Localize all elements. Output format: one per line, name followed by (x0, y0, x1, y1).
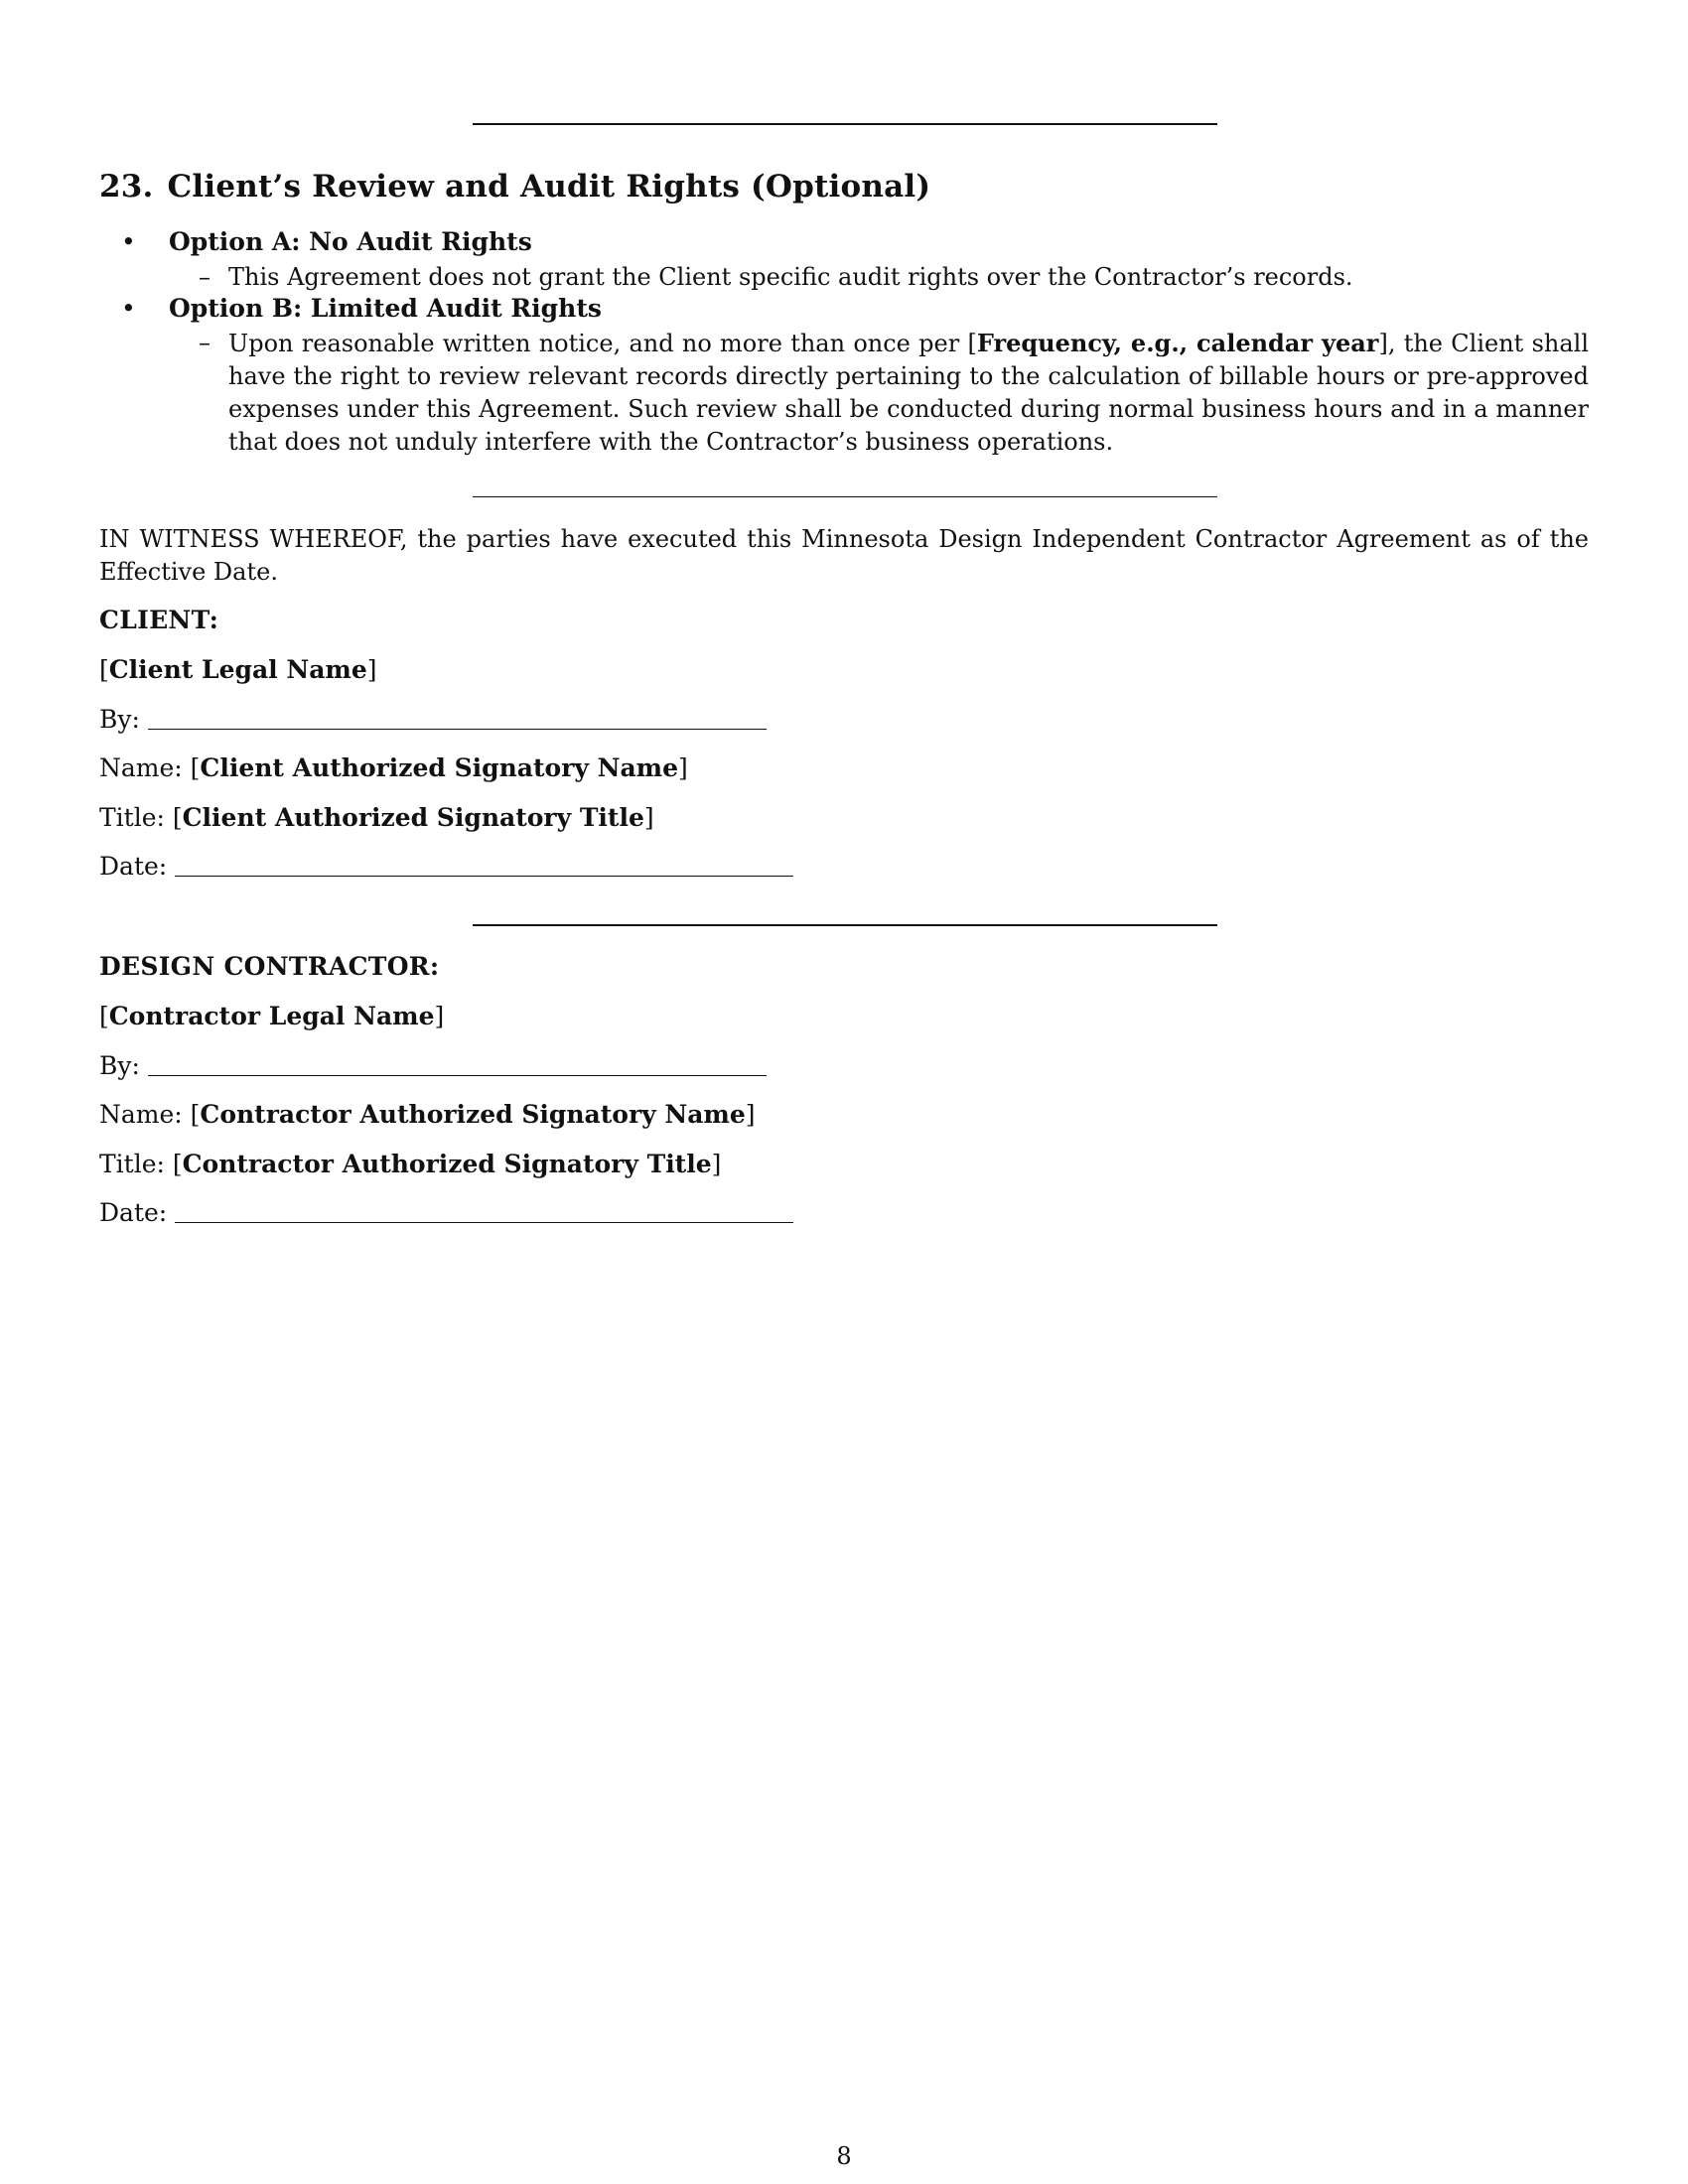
client-signature-field[interactable] (148, 729, 767, 730)
section-heading (99, 169, 930, 205)
dash-icon: – (199, 329, 211, 356)
option-b-label: Option B: Limited Audit Rights (169, 294, 602, 323)
top-divider (473, 123, 1217, 125)
client-name-label: Name: (99, 753, 183, 782)
contractor-heading: DESIGN CONTRACTOR: (99, 952, 440, 981)
client-date-label: Date: (99, 852, 168, 881)
bullet-icon: • (121, 294, 136, 323)
contractor-name-label: Name: (99, 1100, 183, 1129)
client-legal-name-line: [Client Legal Name] (99, 655, 377, 684)
client-date-field[interactable] (175, 876, 793, 877)
bullet-icon: • (121, 227, 136, 256)
contractor-date-line (99, 1198, 793, 1227)
client-name-value: Client Authorized Signatory Name (200, 753, 679, 782)
contractor-legal-name-line: [Contractor Legal Name] (99, 1002, 445, 1030)
contractor-name-value: Contractor Authorized Signatory Name (200, 1100, 746, 1129)
section-title: Client’s Review and Audit Rights (Optional) (167, 169, 931, 205)
contractor-date-field[interactable] (175, 1222, 793, 1223)
client-by-line (99, 705, 767, 734)
client-heading: CLIENT: (99, 606, 219, 634)
contractor-title-label: Title: (99, 1150, 165, 1178)
section-number: 23. (99, 169, 154, 205)
client-title-line: Title: [Client Authorized Signatory Title] (99, 803, 654, 832)
contractor-name-line: Name: [Contractor Authorized Signatory Name] (99, 1100, 756, 1129)
option-a-text: This Agreement does not grant the Client specific audit rights over the Contractor’s records. (228, 263, 1353, 291)
contractor-legal-name: Contractor Legal Name (108, 1002, 435, 1030)
client-by-label: By: (99, 705, 140, 734)
contractor-title-value: Contractor Authorized Signatory Title (182, 1150, 712, 1178)
dash-icon: – (199, 263, 211, 291)
contractor-by-label: By: (99, 1051, 140, 1080)
option-a-label: Option A: No Audit Rights (169, 227, 532, 256)
option-b-text-after: , the Client shall have the right to review relevant records directly pertaining to the calculation of billable hours or pre-approved expenses under this Agreement. Such review shall be conducted during normal business hours and in a manner that does not unduly interfere with the Contractor’s business operations. (228, 330, 1590, 456)
client-title-label: Title: (99, 803, 165, 832)
witness-paragraph: IN WITNESS WHEREOF, the parties have executed this Minnesota Design Independent Contractor Agreement as of the Effective Date. (99, 525, 1589, 586)
contractor-date-label: Date: (99, 1198, 168, 1227)
contractor-title-line: Title: [Contractor Authorized Signatory Title] (99, 1150, 722, 1178)
frequency-placeholder: Frequency, e.g., calendar year (976, 329, 1379, 357)
option-a-text-item (199, 261, 1589, 294)
client-date-line (99, 852, 793, 881)
option-b-text-item: – Upon reasonable written notice, and no more than once per [Frequency, e.g., calendar year], the Client shall have the right to review relevant records directly pertaining to the calculation of billable hours or pre-approved expenses under this Agreement. Such review shall be conducted during normal business hours and in a manner that does not unduly interfere with the Contractor’s business operations. (199, 329, 1590, 456)
contractor-by-line (99, 1051, 767, 1080)
page-number: 8 (836, 2142, 852, 2170)
middle-divider (473, 496, 1217, 497)
document-page (99, 0, 1589, 2184)
option-b-text-before: Upon reasonable written notice, and no more than once per (228, 330, 968, 357)
client-title-value: Client Authorized Signatory Title (182, 803, 644, 832)
signature-divider (473, 924, 1217, 926)
contractor-signature-field[interactable] (148, 1075, 767, 1076)
client-legal-name: Client Legal Name (108, 655, 367, 684)
client-name-line: Name: [Client Authorized Signatory Name] (99, 753, 688, 782)
